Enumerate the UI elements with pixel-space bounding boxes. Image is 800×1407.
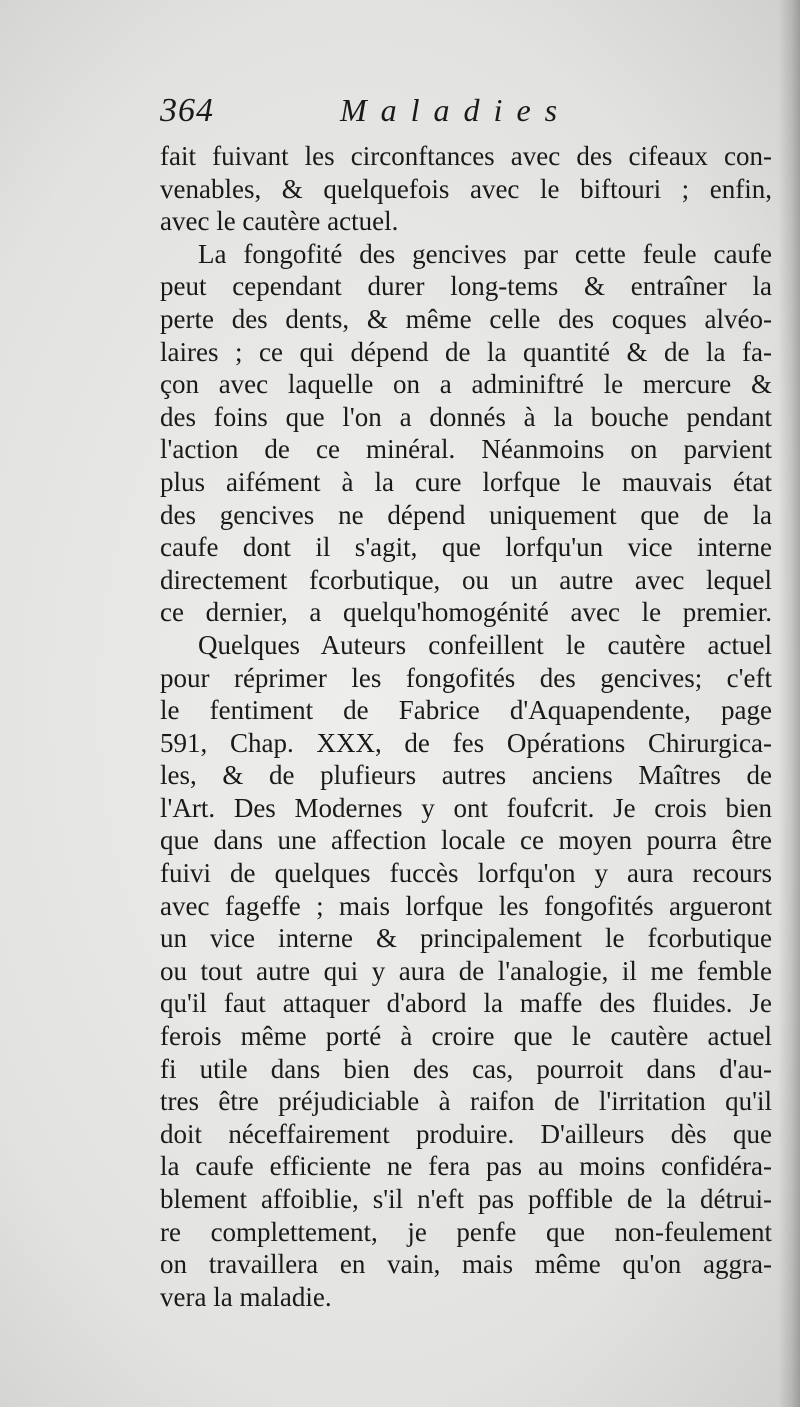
text-line: La fongofité des gencives par cette feule caufe: [198, 238, 772, 269]
text-line: fi utile dans bien des cas, pourroit dans d'au-: [160, 1053, 772, 1084]
text-line: perte des dents, & même celle des coques alvéo-: [160, 303, 772, 334]
text-line: peut cependant durer long-tems & entraîner la: [160, 271, 772, 302]
text-line: l'Art. Des Modernes y ont foufcrit. Je crois bien: [160, 792, 772, 823]
text-line: fuivi de quelques fuccès lorfqu'on y aura recours: [160, 858, 772, 889]
text-line: la caufe efficiente ne fera pas au moins confidéra-: [160, 1151, 772, 1182]
text-line: vera la maladie.: [160, 1281, 332, 1312]
text-line: avec le cautère actuel.: [160, 206, 399, 237]
text-line: directement fcorbutique, ou un autre avec lequel: [160, 564, 772, 595]
text-line: çon avec laquelle on a adminiftré le mercure &: [160, 369, 772, 400]
text-line: fait fuivant les circonftances avec des cifeaux con-: [160, 141, 772, 171]
text-line: ou tout autre qui y aura de l'analogie, il me femble: [160, 955, 772, 986]
text-line: un vice interne & principalement le fcorbutique: [160, 923, 772, 954]
text-line: plus aifément à la cure lorfque le mauvais état: [160, 466, 772, 497]
body-text: [160, 140, 772, 1313]
text-line: caufe dont il s'agit, que lorfqu'un vice interne: [160, 532, 772, 563]
text-line: que dans une affection locale ce moyen pourra être: [160, 825, 772, 856]
text-line: re complettement, je penfe que non-feulement: [160, 1216, 772, 1247]
text-line: le fentiment de Fabrice d'Aquapendente, page: [160, 695, 772, 726]
text-line: blement affoiblie, s'il n'eft pas poffible de la détrui-: [160, 1184, 772, 1214]
text-line: des gencives ne dépend uniquement que de la: [160, 499, 772, 530]
text-line: Quelques Auteurs confeillent le cautère actuel: [198, 629, 772, 660]
text-line: l'action de ce minéral. Néanmoins on parvient: [160, 434, 772, 465]
page-gutter-shadow: [778, 0, 800, 1407]
text-line: venables, & quelquefois avec le biftouri ; enfin,: [160, 173, 772, 204]
text-line: doit néceffairement produire. D'ailleurs dès que: [160, 1118, 772, 1149]
text-line: des foins que l'on a donnés à la bouche pendant: [160, 401, 772, 432]
text-line: tres être préjudiciable à raifon de l'irritation qu'il: [160, 1086, 772, 1117]
page-header: [160, 92, 780, 136]
running-title: Maladies: [340, 92, 572, 128]
text-line: laires ; ce qui dépend de la quantité & de la fa-: [160, 336, 772, 367]
text-line: les, & de plufieurs autres anciens Maîtres de: [160, 760, 772, 791]
page-number: 364: [160, 92, 214, 129]
text-line: on travaillera en vain, mais même qu'on aggra-: [160, 1249, 772, 1280]
text-line: avec fageffe ; mais lorfque les fongofités argueront: [160, 890, 772, 921]
text-line: 591, Chap. XXX, de fes Opérations Chirurgica-: [160, 727, 772, 758]
text-line: qu'il faut attaquer d'abord la maffe des fluides. Je: [160, 988, 772, 1019]
text-line: pour réprimer les fongofités des gencives; c'eft: [160, 662, 772, 693]
text-line: ferois même porté à croire que le cautère actuel: [160, 1021, 772, 1052]
text-line: ce dernier, a quelqu'homogénité avec le premier.: [160, 597, 772, 628]
